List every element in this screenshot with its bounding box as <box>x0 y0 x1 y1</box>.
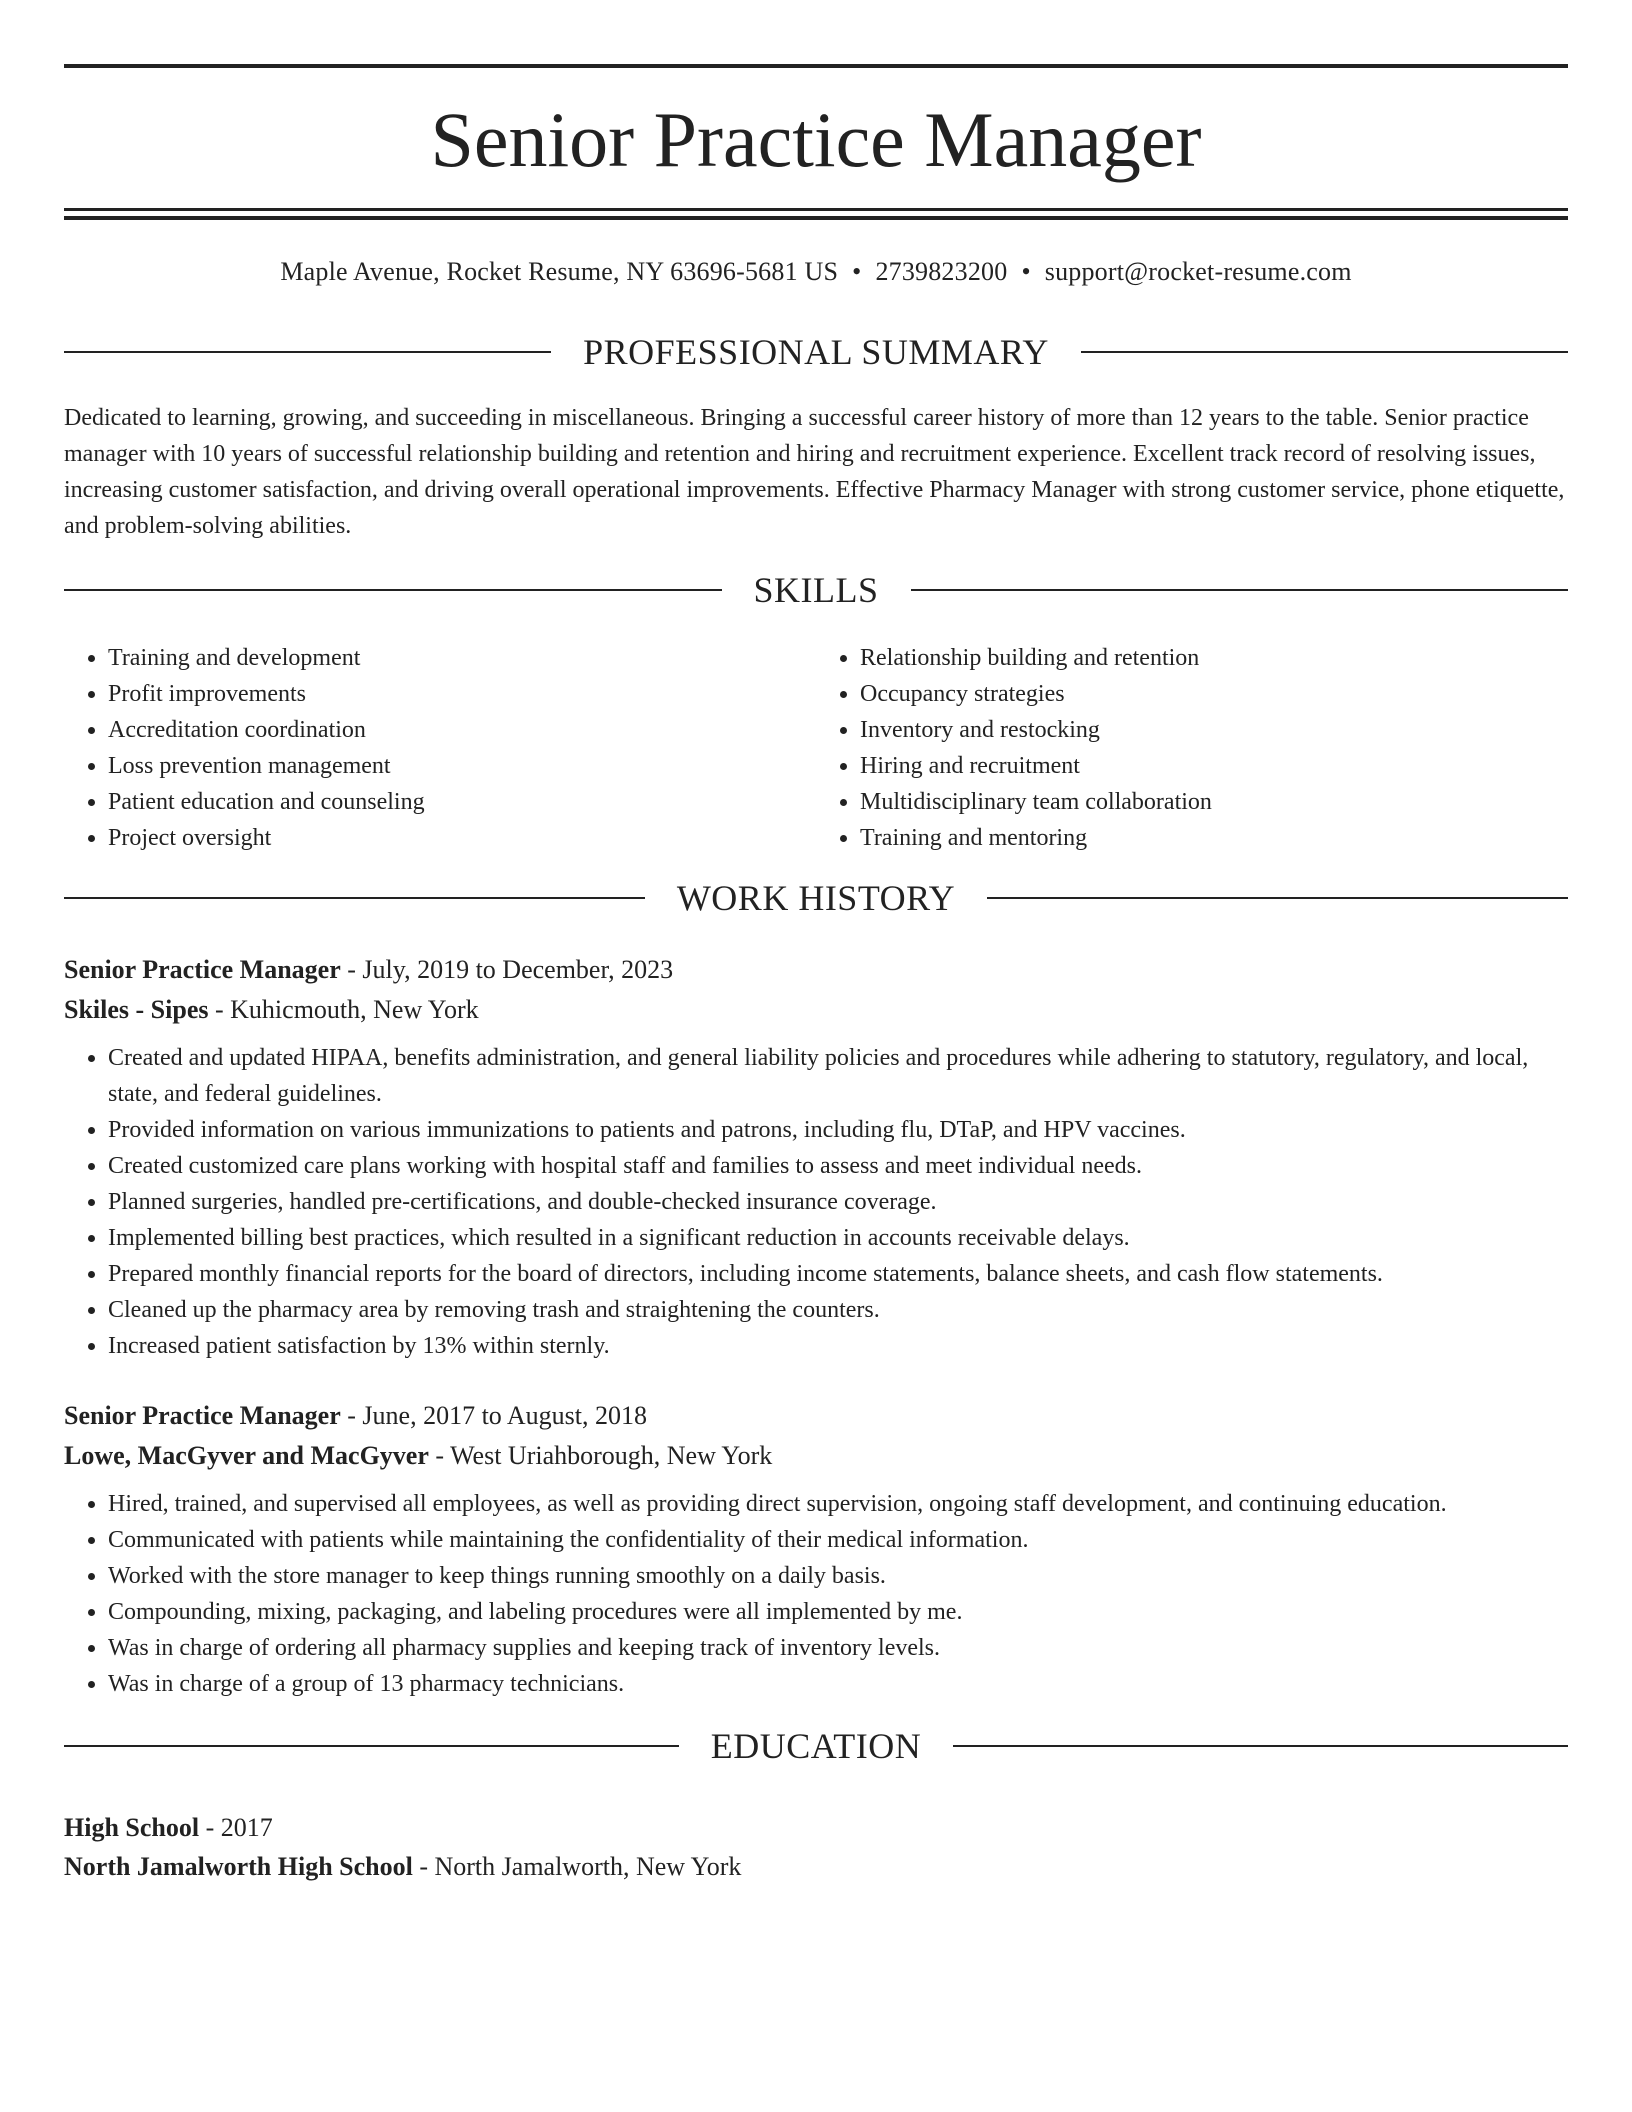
job-title-line <box>64 1396 1568 1436</box>
job-bullet: • Implemented billing best practices, which resulted in a significant reduction in accounts receivable delays. <box>108 1220 1568 1256</box>
section-rule-right <box>911 589 1569 591</box>
job-bullet: • Created and updated HIPAA, benefits administration, and general liability policies and procedures while adhering to statutory, regulatory, and local, state, and federal guidelines. <box>108 1040 1568 1112</box>
job-bullets <box>64 1040 1568 1364</box>
contact-separator: • <box>1021 257 1031 286</box>
job-bullet: • Created customized care plans working with hospital staff and families to assess and meet individual needs. <box>108 1148 1568 1184</box>
title-underline-thick <box>64 216 1568 220</box>
job-entry <box>64 1396 1568 1702</box>
education-school-line <box>64 1847 1568 1886</box>
summary-text: Dedicated to learning, growing, and succeeding in miscellaneous. Bringing a successful career history of more than 12 years to the table. Senior practice manager with 10 years of successful relationship building and retention and hiring and recruitment experience. Excellent track record of resolving issues, increasing customer satisfaction, and driving overall operational improvements. Effective Pharmacy Manager with strong customer service, phone etiquette, and problem-solving abilities. <box>64 405 1565 539</box>
skills-section-header <box>64 568 1568 612</box>
skill-item: • Training and mentoring <box>860 820 1568 856</box>
section-rule-right <box>987 897 1568 899</box>
education-degree: High School <box>64 1813 200 1842</box>
job-title: Senior Practice Manager <box>64 1401 341 1430</box>
job-bullet: • Compounding, mixing, packaging, and labeling procedures were all implemented by me. <box>108 1594 1568 1630</box>
job-bullet: • Communicated with patients while maintaining the confidentiality of their medical information. <box>108 1522 1568 1558</box>
job-bullet: • Prepared monthly financial reports for the board of directors, including income statements, balance sheets, and cash flow statements. <box>108 1256 1568 1292</box>
skill-item: • Patient education and counseling <box>108 784 816 820</box>
job-location: - Kuhicmouth, New York <box>208 995 479 1024</box>
contact-email: support@rocket-resume.com <box>1044 257 1352 286</box>
section-rule-left <box>64 351 551 353</box>
job-company: Lowe, MacGyver and MacGyver <box>64 1441 429 1470</box>
skill-item: • Multidisciplinary team collaboration <box>860 784 1568 820</box>
summary-section-header <box>64 330 1568 374</box>
job-title-line <box>64 950 1568 990</box>
job-title: Senior Practice Manager <box>64 955 341 984</box>
skill-item: • Accreditation coordination <box>108 712 816 748</box>
summary-heading: PROFESSIONAL SUMMARY <box>583 332 1049 372</box>
section-rule-right <box>1081 351 1568 353</box>
education-location: - North Jamalworth, New York <box>412 1852 742 1881</box>
job-bullet: • Cleaned up the pharmacy area by removing trash and straightening the counters. <box>108 1292 1568 1328</box>
top-rule <box>64 64 1568 68</box>
education-year: - 2017 <box>199 1813 273 1842</box>
job-bullets <box>64 1486 1568 1702</box>
skills-column-left <box>64 640 816 856</box>
job-entry <box>64 950 1568 1364</box>
job-bullet: • Worked with the store manager to keep things running smoothly on a daily basis. <box>108 1558 1568 1594</box>
education-school: North Jamalworth High School <box>64 1852 413 1881</box>
resume-title: Senior Practice Manager <box>430 96 1202 183</box>
work-section-header <box>64 876 1568 920</box>
work-heading: WORK HISTORY <box>676 878 956 918</box>
skill-item: • Hiring and recruitment <box>860 748 1568 784</box>
education-heading: EDUCATION <box>710 1726 922 1766</box>
job-company-line <box>64 990 1568 1030</box>
skill-item: • Profit improvements <box>108 676 816 712</box>
skill-item: • Loss prevention management <box>108 748 816 784</box>
skills-list <box>64 640 1568 856</box>
job-bullet: • Provided information on various immunizations to patients and patrons, including flu, DTaP, and HPV vaccines. <box>108 1112 1568 1148</box>
job-company-line <box>64 1436 1568 1476</box>
education-degree-line <box>64 1808 1568 1847</box>
job-bullet: • Hired, trained, and supervised all employees, as well as providing direct supervision, ongoing staff development, and continuing education. <box>108 1486 1568 1522</box>
title-underline-thin <box>64 208 1568 211</box>
section-rule-left <box>64 897 645 899</box>
contact-phone: 2739823200 <box>875 257 1008 286</box>
contact-info <box>64 254 1568 290</box>
skill-item: • Occupancy strategies <box>860 676 1568 712</box>
job-dates: - July, 2019 to December, 2023 <box>340 955 674 984</box>
job-company: Skiles - Sipes <box>64 995 209 1024</box>
section-rule-left <box>64 1745 679 1747</box>
contact-separator: • <box>852 257 862 286</box>
education-entry <box>64 1808 1568 1886</box>
skill-item: • Relationship building and retention <box>860 640 1568 676</box>
job-dates: - June, 2017 to August, 2018 <box>340 1401 647 1430</box>
skill-item: • Training and development <box>108 640 816 676</box>
job-bullet: • Planned surgeries, handled pre-certifications, and double-checked insurance coverage. <box>108 1184 1568 1220</box>
section-rule-left <box>64 589 722 591</box>
section-rule-right <box>953 1745 1568 1747</box>
job-location: - West Uriahborough, New York <box>428 1441 773 1470</box>
skill-item: • Project oversight <box>108 820 816 856</box>
job-bullet: • Was in charge of a group of 13 pharmacy technicians. <box>108 1666 1568 1702</box>
skills-heading: SKILLS <box>753 570 879 610</box>
job-bullet: • Was in charge of ordering all pharmacy supplies and keeping track of inventory levels. <box>108 1630 1568 1666</box>
job-bullet: • Increased patient satisfaction by 13% within sternly. <box>108 1328 1568 1364</box>
contact-address: Maple Avenue, Rocket Resume, NY 63696-5681 US <box>280 257 839 286</box>
skills-column-right <box>816 640 1568 856</box>
skill-item: • Inventory and restocking <box>860 712 1568 748</box>
education-section-header <box>64 1724 1568 1768</box>
